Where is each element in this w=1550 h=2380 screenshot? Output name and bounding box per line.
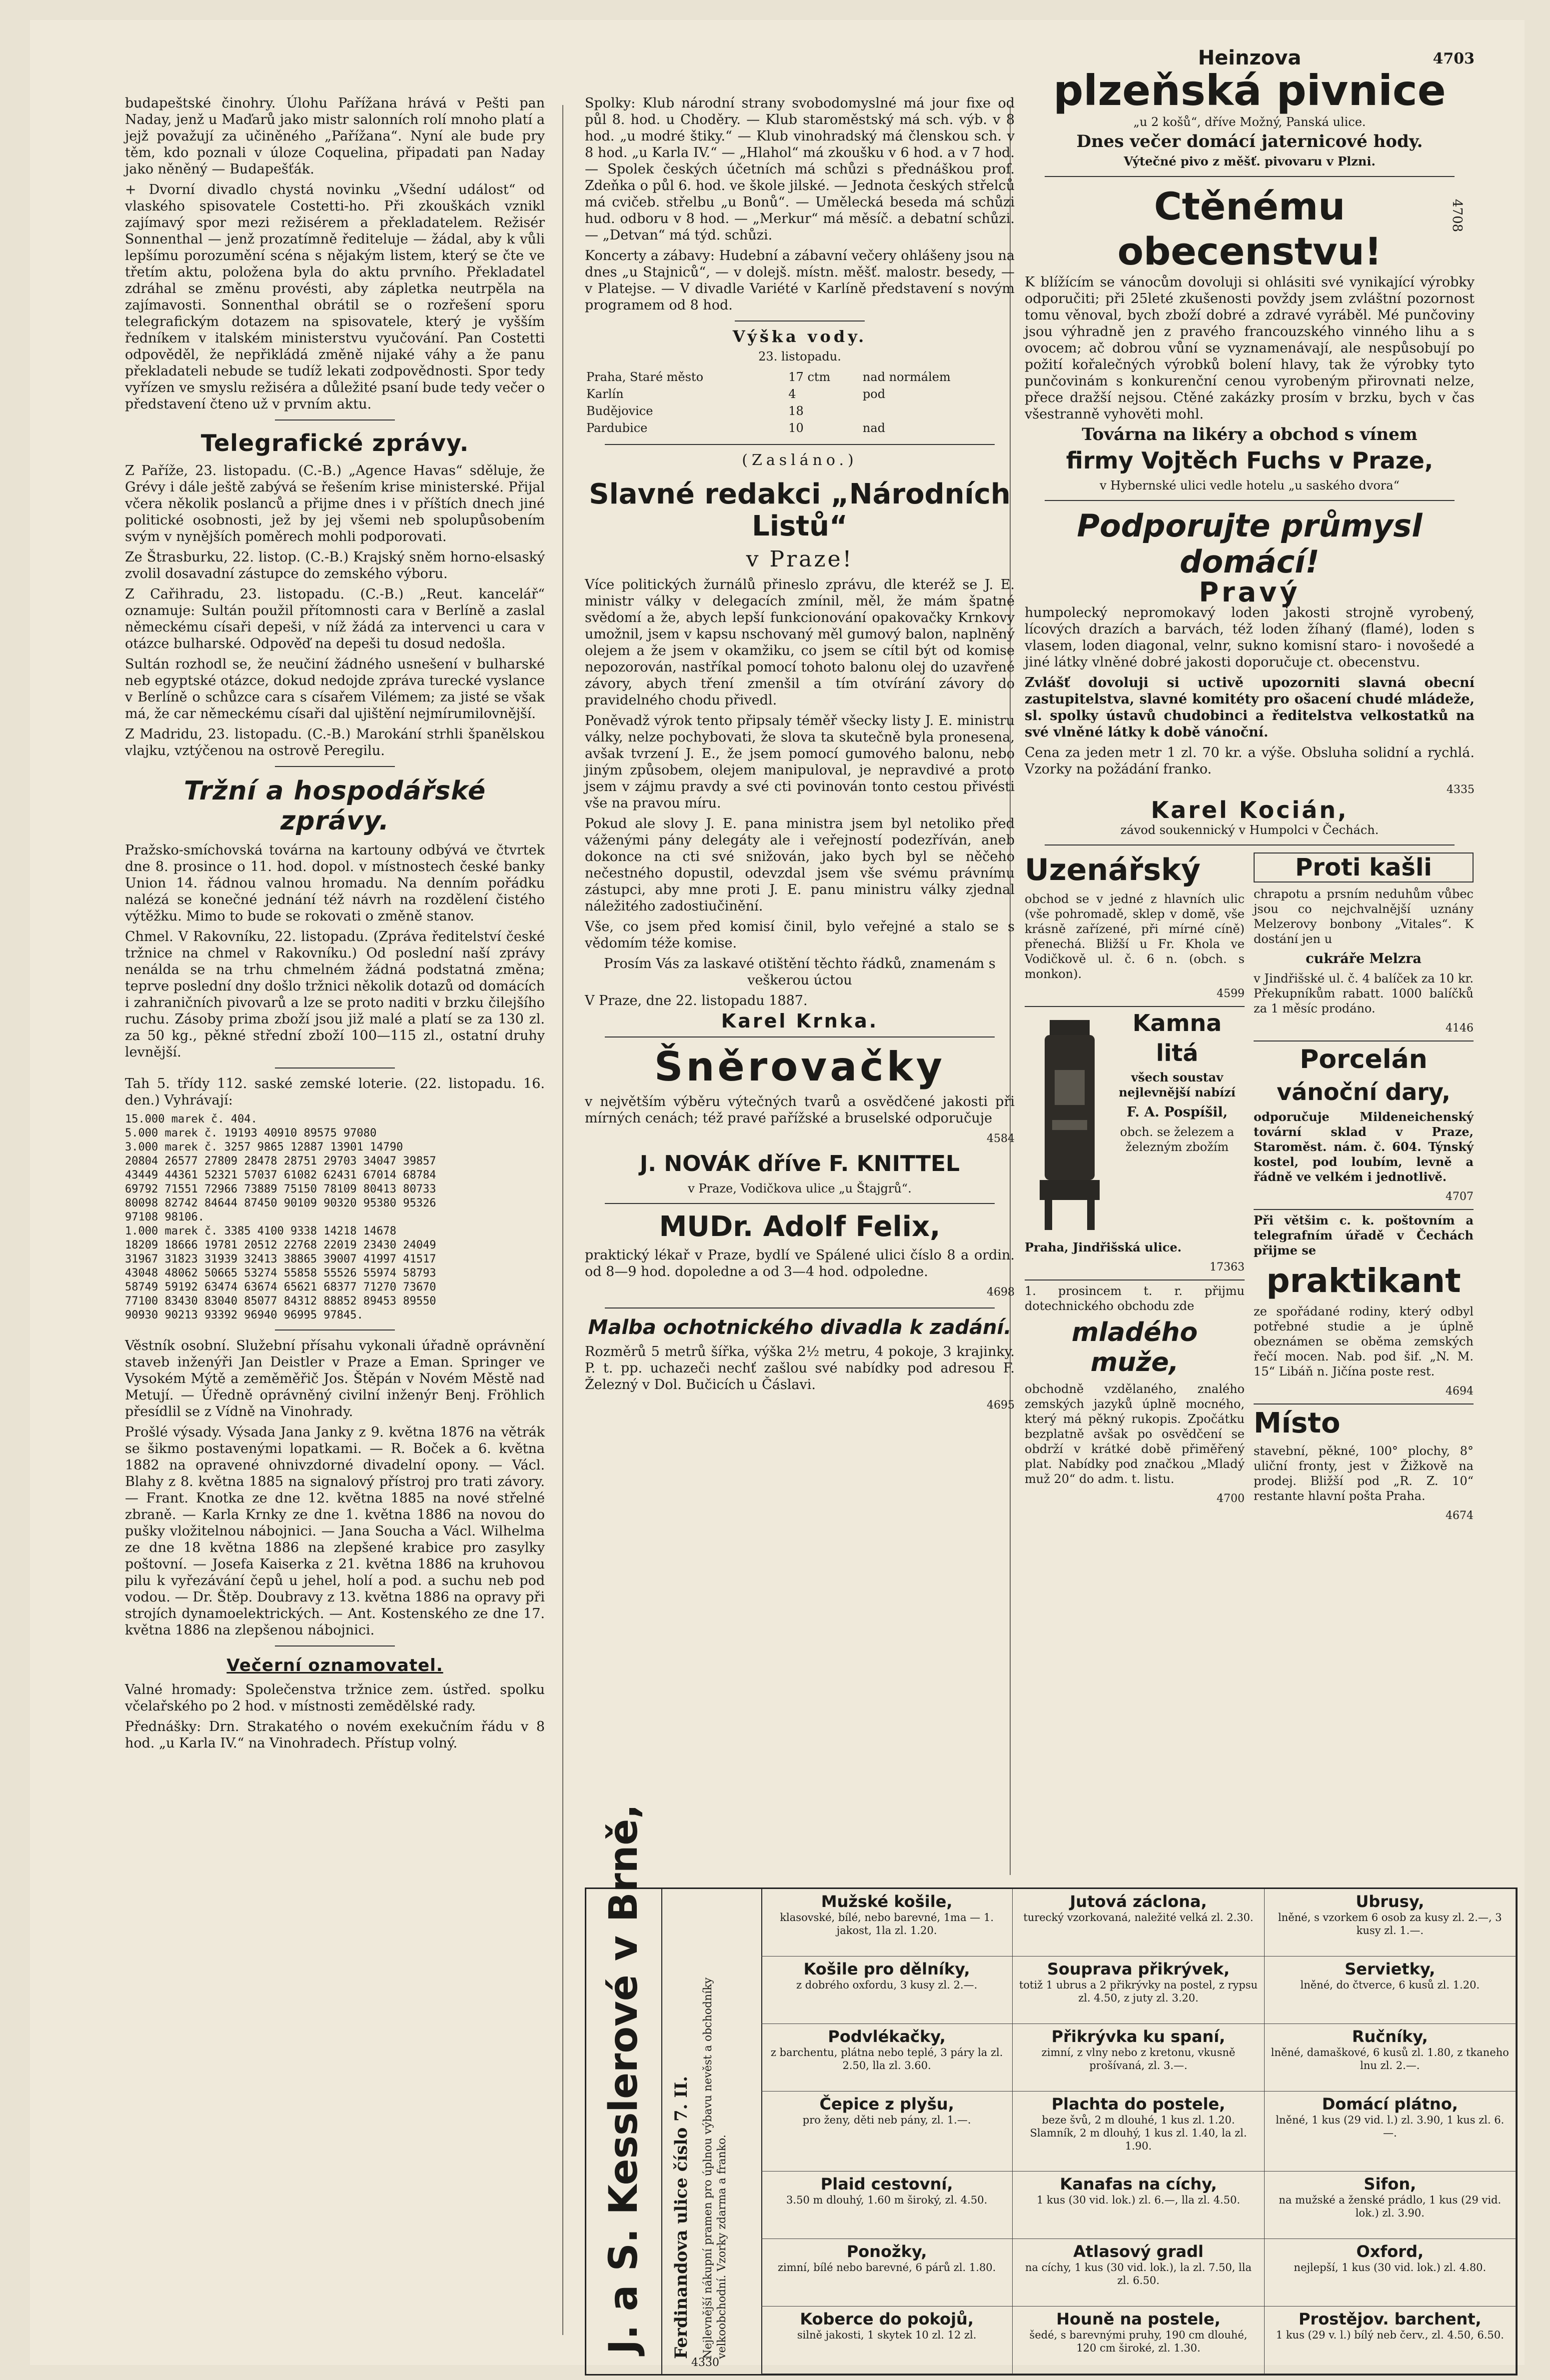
theatre-note-court: + Dvorní divadlo chystá novinku „Všední událost“ od vlaského spisovatele Costetti-ho. Při zkouškách vznikl zajímavý spor mezi režisérem a překladatelem. Režisér Sonnenthal — jenž prozatímně řediteluje — žádal, aby k vůli lepšímu porozumění scéna s nějakým listem, který se čte ve třetím aktu, položena byla do aktu prvního. Překladatel zdráhal se změnu provésti, aby zápletka neutrpěla na zajímavosti. Sonnenthal obrátil se o rozřešení sporu telegrafickým dotazem na spisovatele, který je vyšším ředníkem v italském ministerstvu vyučování. Pan Costetti odpověděl, že nepřikládá změně nijaké váhy a že panu překladateli nebude se tudíž lekati zodpovědnosti. Spor tedy vyřízen ve smyslu režiséra a důležité psaní bude tedy večer o představení čteno už v prvním aktu. — [125, 182, 545, 412]
ad-pravy-text: humpolecký nepromokavý loden jakosti strojně vyrobený, lícových drazích a barvách, též loden žíhaný (flamé), loden s vlasem, loden diagonal, velnr, sukno komisní staro- i novošedé a jiné látky vlněné dobré jakosti doporučuje ct. obecenstvu. — [1025, 605, 1475, 670]
lottery-row: 77100 83430 83040 85077 84312 88852 89453 89550 — [125, 1295, 436, 1308]
letter-signature: Karel Krnka. — [721, 1010, 879, 1032]
divider — [735, 320, 865, 322]
ad-corsets-text: v největším výběru výtečných tvarů a osvědčené jakosti při mírných cenách; též pravé pařížské a bruselské odporučuje — [585, 1094, 1015, 1126]
ad-ctenemu-title: Ctěnému obecenstvu! — [1117, 184, 1382, 274]
kessler-item: Plachta do postele, beze švů, 2 m dlouhé, 1 kus zl. 1.20. Slamník, 2 m dlouhý, 1 kus zl. 1.40, la zl. 1.90. — [1013, 2092, 1264, 2172]
ad-proti-title: Proti kašli — [1254, 852, 1474, 882]
telegraph-paris: Z Paříže, 23. listopadu. (C.-B.) „Agence Havas“ sděluje, že Grévy i dále ještě zabývá se řešením krise ministerské. Přijal včera několik poslanců a přijme dnes i v příštích dnech jiné politické osobnosti, jež by jej všemi neb spolupůsobením svým v nynějších poměrech mohli podporovati. — [125, 463, 545, 544]
ad-kessler-address: Ferdinandova ulice číslo 7. II. — [671, 2076, 691, 2359]
water-level-title: Výška vody. — [732, 327, 867, 346]
ad-pospisil-address: Praha, Jindřišská ulice. — [1025, 1240, 1182, 1254]
evening-meetings: Valné hromady: Společenstva tržnice zem. ústřed. spolku včelařského po 2 hod. v místnosti zemědělské rady. — [125, 1682, 545, 1714]
newspaper-page — [30, 20, 1525, 2369]
ad-kamna — [1025, 1010, 1245, 1240]
lottery-row: 18209 18666 19781 20512 22768 22019 23430 24049 — [125, 1239, 436, 1252]
ad-novak: J. NOVÁK dříve F. KNITTEL — [639, 1151, 960, 1176]
section-heading-telegraph: Telegrafické zprávy. — [200, 430, 469, 456]
kessler-item: Houně na postele, šedé, s barevnými pruhy, 190 cm dlouhé, 120 cm široké, zl. 1.30. — [1013, 2306, 1264, 2374]
ad-theatre-text: Rozměrů 5 metrů šířka, výška 2½ metru, 4 pokoje, 3 krajinky. P. t. pp. uchazeči nechť zašlou své nabídky pod adresou F. Železný v Dol. Bučicích u Čáslavi. — [585, 1344, 1015, 1392]
ad-kessler-name-strip — [586, 1804, 662, 2374]
divider — [1045, 176, 1455, 177]
zaslano-label: (Zasláno.) — [742, 452, 858, 469]
ad-pravy-price: Cena za jeden metr 1 zl. 70 kr. a výše. Obsluha solidní a rychlá. Vzorky na požádání franko. — [1025, 745, 1475, 777]
ad-podporujte-title: Podporujte průmysl domácí! — [1077, 508, 1423, 580]
ad-mlady-title: mladého muže, — [1071, 1318, 1198, 1378]
ad-misto-title: Místo — [1254, 1407, 1341, 1440]
kessler-item: Ponožky, zimní, bílé nebo barevné, 6 párů zl. 1.80. — [761, 2239, 1013, 2306]
kessler-item: Sifon, na mužské a ženské prádlo, 1 kus (29 vid. lok.) zl. 3.90. — [1265, 2172, 1516, 2239]
ad-number: 4700 — [1217, 1492, 1245, 1505]
water-level-table — [585, 368, 1015, 437]
concerts: Koncerty a zábavy: Hudební a zábavní večery ohlášeny jsou na dnes „u Stajniců“, — v dolejš. místn. měšť. malostr. besedy, — v Platejse. — V divadle Variété v Karlíně představení s novým programem od 8 hod. — [585, 248, 1015, 313]
kessler-item: Atlasový gradl na cíchy, 1 kus (30 vid. lok.), la zl. 7.50, lla zl. 6.50. — [1013, 2239, 1264, 2306]
divider — [1254, 1040, 1474, 1042]
ad-pri-text: Při většim c. k. poštovním a telegrafním úřadě v Čechách přijme se — [1254, 1213, 1474, 1258]
lottery-row: 43048 48062 50665 53274 55858 55526 55974 58793 — [125, 1267, 436, 1280]
ad-plzen-title: plzeňská pivnice — [1053, 66, 1446, 115]
letter-paragraph: Pokud ale slovy J. E. pana ministra jsem byl netoliko před váženými pány delegáty ale i veřejností podezříván, aneb dokonce na cti své snižován, jako bych byl se něčeho nečestného dopustil, odevzdal jsem vše svému právnímu zástupci, aby mne proti J. E. panu ministru války zjednal náležitého zadostiučinění. — [585, 816, 1015, 914]
lottery-row: 5.000 marek č. 19193 40910 89575 97080 — [125, 1127, 377, 1140]
lottery-row: 97108 98106. — [125, 1211, 204, 1224]
kessler-item: Podvlékačky, z barchentu, plátna nebo teplé, 3 páry la zl. 2.50, lla zl. 3.60. — [761, 2024, 1013, 2092]
divider — [1254, 1209, 1474, 1210]
ad-number: 4694 — [1446, 1385, 1474, 1398]
ad-kessler-address-strip — [661, 1889, 762, 2374]
lottery-table — [125, 1112, 441, 1322]
divider — [605, 444, 995, 445]
letter-paragraph: Poněvadž výrok tento připsaly téměř všecky listy J. E. ministru války, nelze pochybovati, že slova ta skutečně byla pronesena, avšak tvrzení J. E., že jsem pomocí gumového balonu, nebo jiným způsobem, olejem manipuloval, je nepravdivé a proto jsem v zájmu pravdy a své cti povinován tonto cestou přivésti vše na pravou míru. — [585, 713, 1015, 811]
ad-subcolumns — [1025, 852, 1475, 1528]
section-heading-evening: Večerní oznamovatel. — [226, 1656, 443, 1676]
market-chmel: Chmel. V Rakovníku, 22. listopadu. (Zpráva ředitelství české tržnice na chmel v Rakovníku.) Od poslední naší zprávy nenálda se na trhu chmelném žádná podstatná změna; teprve poslední dny došlo tržnici několik dotazů od domácích i zahraničních pivovarů a lze se proto naditi v brzku čilejšího ruchu. Zásoby prima zboží jsou již malé a platí se za 130 zl. za 50 kg., pěkné střední zboží 100—115 zl., ostatní druhy levnější. — [125, 929, 545, 1060]
ad-fuchs-name: firmy Vojtěch Fuchs v Praze, — [1066, 447, 1434, 474]
kessler-item: Přikrývka ku spaní, zimní, z vlny nebo z kretonu, vkusně prošívaná, zl. 3.—. — [1013, 2024, 1264, 2092]
ad-kessler-side: Nejlevnější nákupní pramen pro úplnou výbavu nevěst a obchodníky velkoobchodní. Vzorky zdarma a franko. — [702, 1977, 728, 2359]
kessler-item: Košile pro dělníky, z dobrého oxfordu, 3 kusy zl. 2.—. — [761, 1956, 1013, 2024]
kessler-item: Souprava přikrývek, totiž 1 ubrus a 2 přikrývky na postel, z rypsu zl. 4.50, z juty zl. 3.20. — [1013, 1956, 1264, 2024]
ad-proti-text: chrapotu a prsním neduhům vůbec jsou co nejchvalnější uznány Melzerovy bonbony „Vitales“. K dostání jen u — [1254, 887, 1474, 946]
column-rule — [562, 105, 563, 2335]
ad-kocian-sub: závod soukennický v Humpolci v Čechách. — [1120, 823, 1379, 837]
ad-pravy-text2: Zvlášť dovoluji si uctivě upozorniti slavná obecní zastupitelstva, slavné komitéty pro ošacení chudé mládeže, sl. spolky ústavů chudobinci a ředitelstva velkostatků na své vlněné látky k době vánoční. — [1025, 675, 1475, 740]
page-number: 4703 — [1433, 50, 1475, 68]
kessler-item: Servietky, lněné, do čtverce, 6 kusů zl. 1.20. — [1265, 1956, 1516, 2024]
column-2 — [585, 95, 1015, 1418]
lottery-row: 43449 44361 52321 57037 61082 62431 67014 68784 — [125, 1169, 436, 1182]
ad-number: 4335 — [1447, 784, 1475, 796]
ad-fuchs — [1025, 184, 1475, 493]
ad-melzer: cukráře Melzra — [1306, 951, 1422, 966]
ad-number: 4674 — [1446, 1510, 1474, 1522]
ad-number: 4330 — [691, 2356, 719, 2369]
ad-felix-text: praktický lékař v Praze, bydlí ve Spálené ulici číslo 8 a ordin. od 8—9 hod. dopoledne a od 3—4 hod. odpoledne. — [585, 1248, 1015, 1280]
telegraph-madrid: Z Madridu, 23. listopadu. (C.-B.) Marokání strhli španělskou vlajku, vztýčenou na ostrově Peregilu. — [125, 726, 545, 758]
kessler-item: Oxford, nejlepší, 1 kus (30 vid. lok.) zl. 4.80. — [1265, 2239, 1516, 2306]
ad-kocian: Karel Kocián, — [1151, 796, 1349, 824]
ad-plzen-sub: „u 2 košů“, dříve Možný, Panská ulice. — [1133, 115, 1366, 129]
ad-number: 4146 — [1446, 1022, 1474, 1034]
divider — [275, 766, 395, 767]
kessler-item: Čepice z plyšu, pro ženy, děti neb pány, zl. 1.—. — [761, 2092, 1013, 2172]
ad-uzenarsky-title: Uzenářský — [1025, 852, 1201, 888]
ad-number: 4708 — [1450, 199, 1465, 232]
ad-fuchs-address: v Hybernské ulici vedle hotelu „u saského dvora“ — [1100, 478, 1400, 492]
kessler-item: Mužské košile, klasovské, bílé, nebo barevné, 1ma — 1. jakost, 1la zl. 1.20. — [761, 1889, 1013, 1956]
ad-pravy: Pravý — [1199, 576, 1301, 608]
lottery-row: 20804 26577 27809 28478 28751 29703 34047 39857 — [125, 1155, 436, 1168]
water-row: Pardubice 10 nad — [586, 421, 886, 435]
ad-kessler — [585, 1804, 1518, 2376]
kessler-item: Kanafas na cíchy, 1 kus (30 vid. lok.) zl. 6.—, lla zl. 4.50. — [1013, 2172, 1264, 2239]
ad-number: 4695 — [987, 1399, 1015, 1412]
kessler-item: Prostějov. barchent, 1 kus (29 v. l.) bílý neb červ., zl. 4.50, 6.50. — [1265, 2306, 1516, 2374]
kessler-item: Ubrusy, lněné, s vzorkem 6 osob za kusy zl. 2.—, 3 kusy zl. 1.—. — [1265, 1889, 1516, 1956]
lottery-row: 58749 59192 63474 63674 65621 68377 71270 73670 — [125, 1281, 436, 1294]
ad-novak-address: v Praze, Vodičkova ulice „u Štajgrů“. — [688, 1182, 912, 1196]
kessler-item: Koberce do pokojů, silně jakosti, 1 skytek 10 zl. 12 zl. — [761, 2306, 1013, 2374]
ad-kamna-text: všech soustav nejlevnější nabízí — [1119, 1070, 1236, 1100]
lottery-row: 31967 31823 31939 32413 38865 39007 41997 41517 — [125, 1253, 436, 1266]
ad-uzenarsky-text: obchod se v jedné z hlavních ulic (vše pohromadě, sklep v domě, vše krásně zařízené, při mírné cíně) přenechá. Bližší u Fr. Khola ve Vodičkově ul. č. 6 n. (obch. s monkon). — [1025, 892, 1245, 981]
kessler-item: Jutová záclona, turecký vzorkovaná, naležité velká zl. 2.30. — [1013, 1889, 1264, 1956]
stove-icon — [1025, 1010, 1115, 1240]
telegraph-sultan: Sultán rozhodl se, že neučiní žádného usnešení v bulharské neb egyptské otázce, dokud nedojde zpráva turecké vyslance v Berlíně o schůzce cara s císařem Vilémem; za jisté se však má, že car německému císaři dal ujištění nejmírumilovnější. — [125, 656, 545, 722]
column-3 — [1025, 46, 1475, 1528]
ad-number: 4707 — [1446, 1190, 1474, 1203]
ad-praktikant-title: praktikant — [1266, 1262, 1461, 1300]
letter-paragraph: Vše, co jsem před komisí činil, bylo veřejné a stalo se s vědomím téže komise. — [585, 919, 1015, 951]
ad-number: 4599 — [1217, 988, 1245, 1000]
water-row: Karlín 4 pod — [586, 387, 886, 401]
ad-corsets-title: Šněrovačky — [654, 1044, 946, 1090]
ad-number: 4584 — [987, 1132, 1015, 1145]
ad-felix-title: MUDr. Adolf Felix, — [659, 1210, 941, 1243]
water-row: Praha, Staré město 17 ctm nad normálem — [586, 370, 951, 384]
kessler-item: Ručníky, lněné, damaškové, 6 kusů zl. 1.80, z tkaneho lnu zl. 2.—. — [1265, 2024, 1516, 2092]
water-row: Budějovice 18 — [586, 404, 804, 418]
ad-tovarna: Továrna na likéry a obchod s vínem — [1082, 424, 1418, 444]
letter-paragraph: Prosím Vás za laskavé otištění těchto řádků, znamenám s veškerou úctou — [604, 956, 996, 988]
ad-plzen-beer: Výtečné pivo z měšť. pivovaru v Plzni. — [1124, 154, 1376, 168]
telegraph-constantinople: Z Cařihradu, 23. listopadu. (C.-B.) „Reut. kancelář“ oznamuje: Sultán použil přítomnosti cara v Berlíně a zaslal německému císaři depeši, v níž žádá za intervenci u cara v otázce bulharské. Odpověď na depeši tu dosud nedošla. — [125, 586, 545, 652]
ad-proti-text2: v Jindřišské ul. č. 4 balíček za 10 kr. Překupníkům rabatt. 1000 balíčků za 1 měsíc prodáno. — [1254, 972, 1474, 1016]
personal-news: Věstník osobní. Služební přísahu vykonali úřadně oprávnění staveb inženýři Jan Deistler v Praze a Eman. Springer ve Vysokém Mýtě a zeměměřič Jos. Štěpán v Novém Městě nad Metují. — Úředně oprávněný civilní inženýr Benj. Fröhlich přesídlil se z Vídně na Vinohrady. — [125, 1338, 545, 1420]
lottery-intro: Tah 5. třídy 112. saské zemské loterie. (22. listopadu. 16. den.) Vyhrávají: — [125, 1076, 545, 1108]
ad-porcelan-title: Porcelán — [1300, 1044, 1428, 1074]
divider — [1025, 1006, 1245, 1007]
lottery-row: 15.000 marek č. 404. — [125, 1113, 257, 1126]
letter-heading: Slavné redakci „Národních Listů“ — [589, 478, 1011, 542]
clubs: Spolky: Klub národní strany svobodomyslné má jour fixe od půl 8. hod. u Choděry. — Klub staroměstský má sch. výb. v 8 hod. „u modré štiky.“ — Klub vinohradský má členskou sch. v 8 hod. „u Karla IV.“ — „Hlahol“ má zkoušku v 6 hod. a v 7 hod. — Spolek českých účetních má schůzi s přednáškou prof. Zdeňka o půl 6. hod. ve škole jilské. — Jednota českých střelců má cvičeb. střelbu „u Bonů“. — Umělecká beseda má schůzi hud. odboru v 8 hod. — „Merkur“ má měsíč. a debatní schůzi. — „Detvan“ má týd. schůzi. — [585, 96, 1015, 243]
evening-lectures: Přednášky: Drn. Strakatého o novém exekučním řádu v 8 hod. „u Karla IV.“ na Vinohradech. Přístup volný. — [125, 1719, 545, 1751]
letter-heading-city: v Praze! — [746, 546, 854, 572]
ad-misto-text: stavební, pěkné, 100° plochy, 8° uliční fronty, jest v Žižkově na prodej. Bližší pod „R. Z. 10“ restante hlavní pošta Praha. — [1254, 1444, 1474, 1503]
lottery-row: 80098 82742 84644 87450 90109 90320 95380 95326 — [125, 1197, 436, 1210]
kessler-item: Domácí plátno, lněné, 1 kus (29 vid. l.) zl. 3.90, 1 kus zl. 6.—. — [1265, 2092, 1516, 2172]
ad-kessler-grid — [761, 1889, 1516, 2374]
ad-vanocni-title: vánoční dary, — [1277, 1078, 1451, 1106]
ad-lita-title: litá — [1156, 1040, 1199, 1066]
ad-mlady-text: obchodně vzdělaného, znalého zemských jazyků úplně mocného, který má pěkný rukopis. Zpočátku bezplatně avšak po osvědčení se obdrží v krátké době přiměřený plat. Nabídky pod značkou „Mladý muž 20“ do adm. t. listu. — [1025, 1382, 1245, 1486]
divider — [1045, 500, 1455, 501]
letter-paragraph: Více politických žurnálů přineslo zprávu, dle kteréž se J. E. ministr války v delegacích zmínil, měl, že mám špatné svědomí a že, abych lepší funkcionování opakovačky Krnkovy umožnil, jsem v kapsu nschovaný měl gumový balon, naplněný olejem a že jsem v okamžiku, co jsem se cítil být od komise nepozorován, nastříkal pomocí tohoto balonu olej do uzavřené závory, abych tření zmenšil a tím otvírání závory do pravidelného chodu přivedl. — [585, 577, 1015, 708]
ad-kamna-text-block — [1115, 1010, 1240, 1240]
ad-praktikant-text: ze spořádané rodiny, který odbyl potřebné studie a je úplně obeznámen se oběma zemských řečí mocen. Nab. pod šif. „N. M. 15“ Libáň n. Jičína poste rest. — [1254, 1304, 1474, 1378]
ad-number: 17363 — [1210, 1261, 1245, 1274]
subcolumn-left — [1025, 852, 1245, 1528]
divider — [1045, 844, 1455, 846]
ad-number: 4698 — [987, 1286, 1015, 1298]
ad-pospisil-text: obch. se železem a železným zbožím — [1120, 1125, 1235, 1154]
divider — [605, 1203, 995, 1204]
ad-porcelan-text: odporučuje Mildeneichenský tovární sklad v Praze, Staroměst. nám. č. 604. Týnský kostel, pod loubím, levně a řádně ve velkém i jednotlivě. — [1254, 1110, 1474, 1184]
market-kartouny: Pražsko-smíchovská továrna na kartouny odbývá ve čtvrtek dne 8. prosince o 11. hod. dopol. v místnostech české banky Union 14. řádnou valnou hromadu. Na denním pořádku nalézá se konečné jednání též návrh na rozdělení čistého výtěžku. Mimo to bude se rokovati o změně stanov. — [125, 842, 545, 924]
letter-date: V Praze, dne 22. listopadu 1887. — [585, 993, 808, 1008]
kessler-item: Plaid cestovní, 3.50 m dlouhý, 1.60 m široký, zl. 4.50. — [761, 2172, 1013, 2239]
lottery-row: 69792 71551 72966 73889 75150 78109 80413 80733 — [125, 1183, 436, 1196]
theatre-note-budapest: budapeštské činohry. Úlohu Pařížana hrává v Pešti pan Naday, jenž u Maďarů jako mistr salonních rolí mnoho platí a jejž považují za učiněného „Pařížana“. Nyní ale bude pry těm, kdo poznali v úloze Coquelina, připadati pan Naday jako něněný — Budapešťák. — [125, 96, 545, 177]
divider — [605, 1036, 995, 1038]
ad-plzen-dnes: Dnes večer domácí jaternicové hody. — [1076, 132, 1423, 152]
lottery-row: 1.000 marek č. 3385 4100 9338 14218 14678 — [125, 1225, 397, 1238]
ad-pospisil: F. A. Pospíšil, — [1126, 1104, 1228, 1120]
column-1 — [125, 95, 545, 1756]
expired-patents: Prošlé výsady. Výsada Jana Janky z 9. května 1876 na větrák se šikmo postavenými lopatkami. — R. Boček a 6. května 1882 na opravené ohnivzdorné divadelní opony. — Václ. Blahy z 8. května 1885 na signalový přístroj pro trati závory. — Frant. Knotka ze dne 12. května 1885 na nové střelné zbraně. — Karla Krnky ze dne 1. května 1886 na novou do pušky vložitelnou nábojnici. — Jana Soucha a Václ. Wilhelma ze dne 18 května 1886 na zlepšené krabice pro zasylky poštovní. — Josefa Kaiserka z 21. května 1886 na kruhovou pilu k vyřezávání čepů u jehel, holí a pod. a suchu neb pod vodou. — Dr. Štěp. Doubravy z 13. května 1886 na opravy při strojích dynamoelektrických. — Ant. Kostenského ze dne 17. května 1886 na zlepšenou nábojnici. — [125, 1424, 545, 1638]
ad-kamna-title: Kamna — [1132, 1010, 1222, 1036]
ad-kessler-name: J. a S. Kesslerové v Brně, — [601, 1804, 646, 2354]
subcolumn-right — [1254, 852, 1474, 1528]
section-heading-market: Tržní a hospodářské zprávy. — [183, 776, 486, 836]
water-level-date: 23. listopadu. — [758, 350, 841, 364]
ad-pivnice — [1025, 46, 1475, 169]
ad-mlady-intro: 1. prosincem t. r. přijmu dotechnického obchodu zde — [1025, 1284, 1245, 1313]
telegraph-strasburg: Ze Štrasburku, 22. listop. (C.-B.) Krajský sněm horno-elsaský zvolil dosavadní zástupce do zemského výboru. — [125, 550, 545, 582]
lottery-row: 3.000 marek č. 3257 9865 12887 13901 14790 — [125, 1141, 403, 1154]
lottery-row: 90930 90213 93392 96940 96995 97845. — [125, 1309, 363, 1322]
ad-heinz: Heinzova — [1198, 46, 1302, 70]
ad-theatre-title: Malba ochotnického divadla k zadání. — [588, 1316, 1012, 1339]
ad-ctenemu-text: K blížícím se vánocům dovoluji si ohlásiti své vynikající výrobky odporučiti; při 25leté zkušenosti povždy jsem zvláštní pozornost tomu věnoval, bych zboží dobré a zdravé vyráběl. Mé punčoviny jsou výhradně jen z pravého francouzského vinného lihu a s ovocem; ač dobrou vůní se vyznamenávají, ale nespůsobují po požití kořalečných výrobků bolení hlavy, tak že výrobky tyto punčovinám s konkurenční cenou vyrobeným přirovnati nelze, přece dražší nejsou. Ctěné zakázky prosím v brzku, bych v čas všestranně vyhověti mohl. — [1025, 274, 1475, 422]
